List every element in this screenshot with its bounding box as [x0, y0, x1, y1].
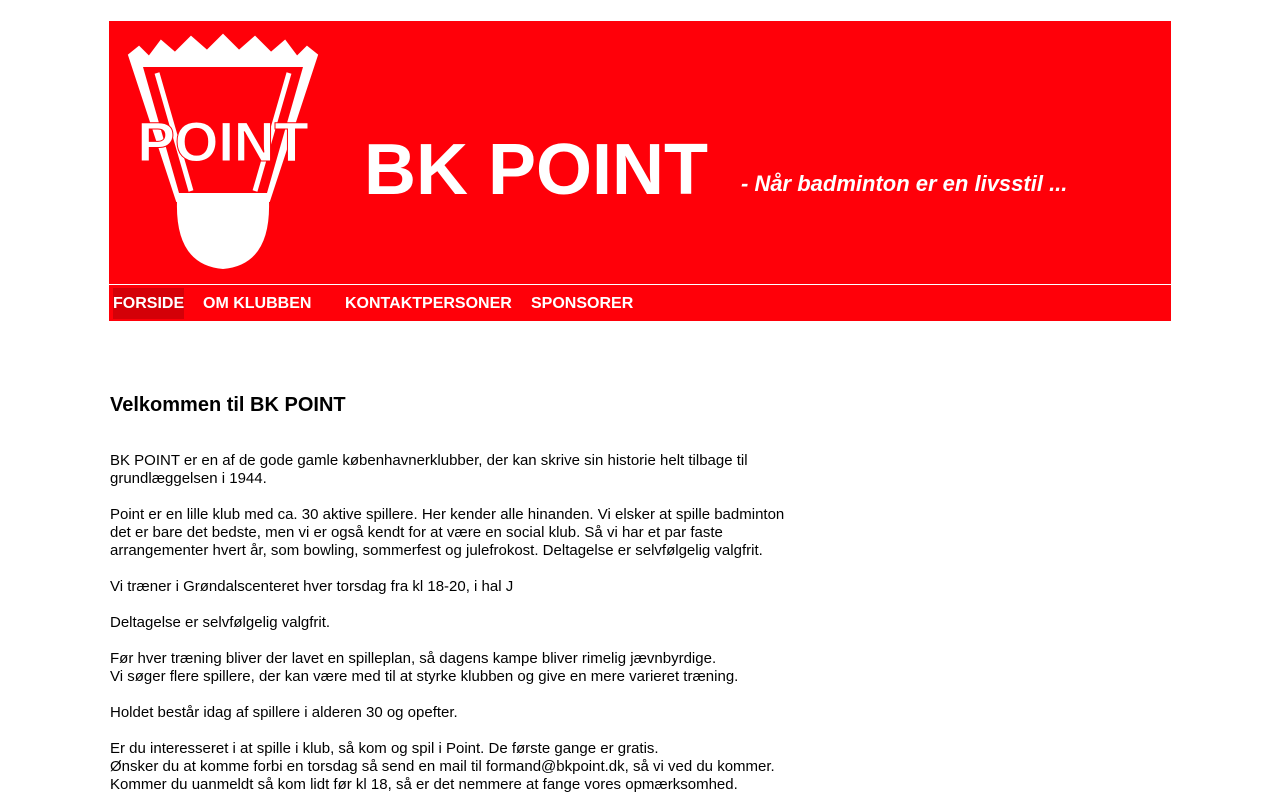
- text-line: BK POINT er en af de gode gamle københavnerklubber, der kan skrive sin historie helt tilbage til: [110, 452, 748, 469]
- content-body: [110, 452, 800, 794]
- text-line: grundlæggelsen i 1944.: [110, 470, 267, 487]
- main-nav: [109, 285, 1171, 321]
- text-line: det er bare det bedste, men vi er også kendt for at være en social klub. Så vi har et par faste: [110, 524, 723, 541]
- paragraph-history: [110, 452, 800, 488]
- text-line: Deltagelse er selvfølgelig valgfrit.: [110, 614, 331, 631]
- text-line: Holdet består idag af spillere i alderen 30 og opefter.: [110, 704, 458, 721]
- text-line: Vi søger flere spillere, der kan være med til at styrke klubben og give en mere varieret træning.: [110, 668, 739, 685]
- paragraph-club: [110, 506, 800, 560]
- site-tagline: - Når badminton er en livsstil ...: [741, 171, 1068, 196]
- nav-item-om-klubben[interactable]: OM KLUBBEN: [203, 295, 312, 312]
- paragraph-participation: [110, 614, 800, 632]
- logo-text: POINT: [137, 110, 309, 173]
- text-line: Før hver træning bliver der lavet en spilleplan, så dagens kampe bliver rimelig jævnbyrdige.: [110, 650, 717, 667]
- site-title: BK POINT: [364, 130, 709, 210]
- main-content: [110, 393, 800, 800]
- text-line: arrangementer hvert år, som bowling, sommerfest og julefrokost. Deltagelse er selvfølgelig valgfrit.: [110, 542, 763, 559]
- text-line: Kommer du uanmeldt så kom lidt før kl 18, så er det nemmere at fange vores opmærksomhed.: [110, 776, 738, 793]
- site-header: [109, 21, 1171, 284]
- shuttlecock-logo[interactable]: [121, 33, 325, 273]
- page-title: Velkommen til BK POINT: [110, 394, 346, 416]
- text-line: Vi træner i Grøndalscenteret hver torsdag fra kl 18-20, i hal J: [110, 578, 514, 595]
- paragraph-contact: [110, 740, 800, 794]
- paragraph-plan: [110, 650, 800, 686]
- nav-item-forside[interactable]: FORSIDE: [113, 288, 184, 319]
- text-line: Er du interesseret i at spille i klub, så kom og spil i Point. De første gange er gratis.: [110, 740, 659, 757]
- text-line: Ønsker du at komme forbi en torsdag så send en mail til formand@bkpoint.dk, så vi ved du kommer.: [110, 758, 775, 775]
- paragraph-team: [110, 704, 800, 722]
- nav-item-kontaktpersoner[interactable]: KONTAKTPERSONER: [345, 295, 512, 312]
- paragraph-training: [110, 578, 800, 596]
- nav-item-sponsorer[interactable]: SPONSORER: [531, 295, 634, 312]
- text-line: Point er en lille klub med ca. 30 aktive spillere. Her kender alle hinanden. Vi elsker at spille badminton: [110, 506, 785, 523]
